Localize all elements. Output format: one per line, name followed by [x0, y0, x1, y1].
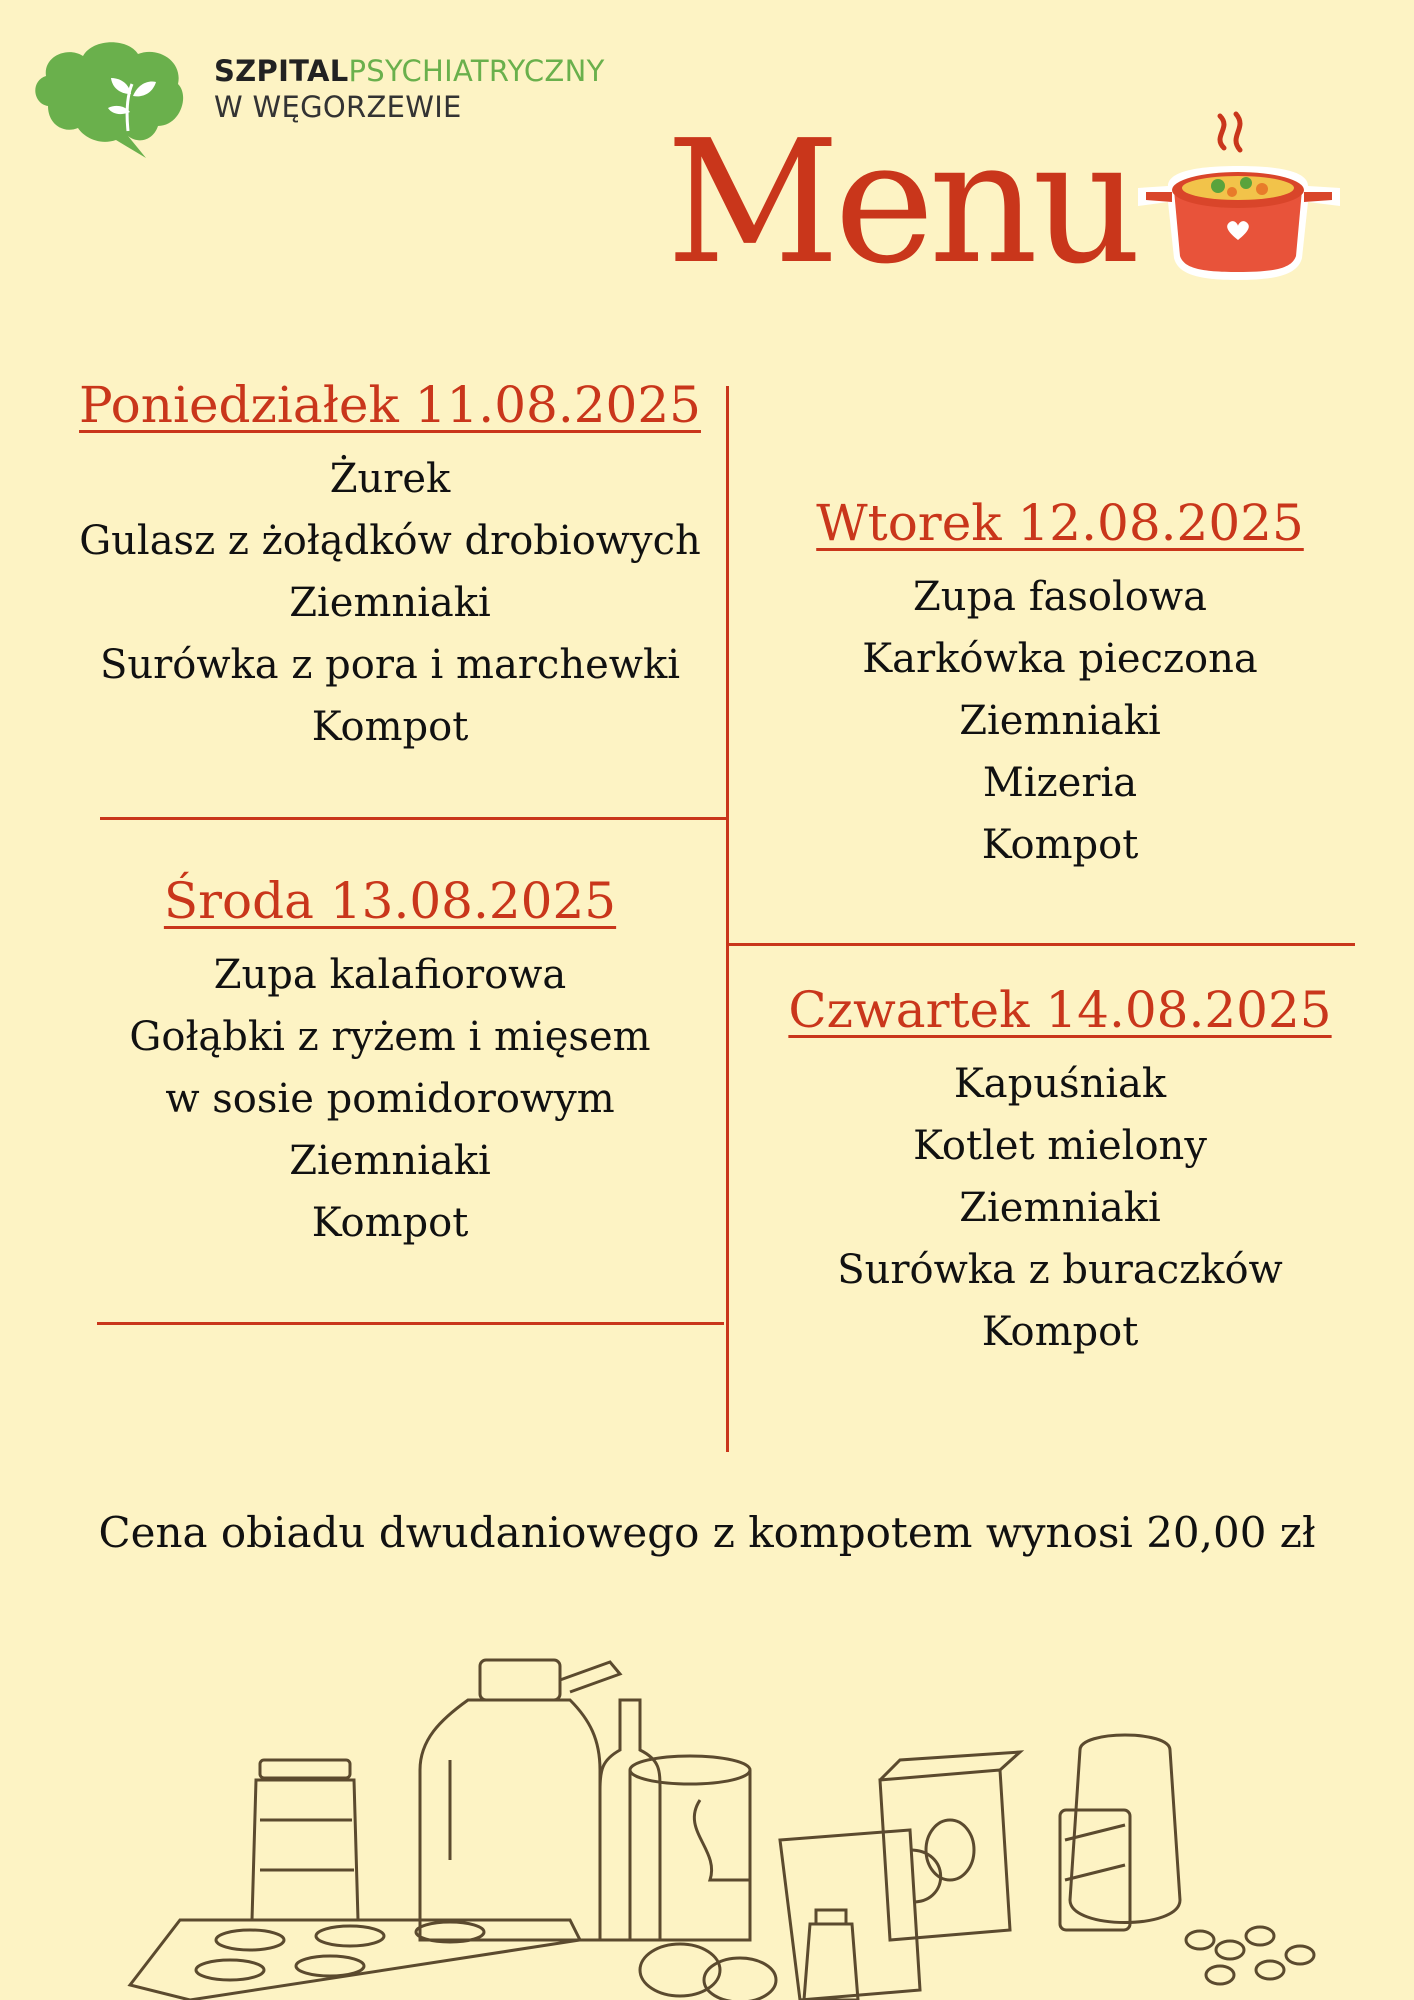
price-note: Cena obiadu dwudaniowego z kompotem wynosi 20,00 zł — [98, 1508, 1316, 1557]
menu-item: Kapuśniak — [953, 1061, 1167, 1107]
menu-item: Ziemniaki — [959, 698, 1161, 744]
menu-item: Mizeria — [982, 760, 1138, 806]
menu-item: Kompot — [981, 822, 1139, 868]
divider-wednesday — [97, 1322, 724, 1325]
menu-item: Surówka z buraczków — [837, 1247, 1283, 1293]
page-title: Menu — [666, 104, 1136, 302]
cooking-pot-icon — [1128, 88, 1350, 294]
day-heading: Wtorek 12.08.2025 — [816, 494, 1304, 552]
day-thursday — [740, 981, 1380, 1363]
menu-item: Ziemniaki — [959, 1185, 1161, 1231]
menu-item: Ziemniaki — [289, 580, 491, 626]
day-heading: Czwartek 14.08.2025 — [788, 981, 1332, 1039]
day-tuesday — [740, 494, 1380, 876]
menu-item: w sosie pomidorowym — [165, 1076, 615, 1122]
day-wednesday — [60, 872, 720, 1254]
divider-monday — [100, 817, 727, 820]
menu-item: Zupa fasolowa — [913, 574, 1207, 620]
day-heading: Poniedziałek 11.08.2025 — [79, 376, 701, 434]
menu-item: Surówka z pora i marchewki — [99, 642, 681, 688]
divider-tuesday — [727, 943, 1355, 946]
menu-item: Gulasz z żołądków drobiowych — [79, 518, 701, 564]
menu-item: Zupa kalafiorowa — [213, 952, 567, 998]
menu-item: Kompot — [981, 1309, 1139, 1355]
org-location: W WĘGORZEWIE — [214, 90, 462, 124]
kitchen-illustration-icon — [120, 1640, 1340, 2000]
hospital-logo-icon — [28, 36, 188, 160]
menu-item: Gołąbki z ryżem i mięsem — [129, 1014, 651, 1060]
menu-item: Karkówka pieczona — [862, 636, 1258, 682]
org-name-part2: PSYCHIATRYCZNY — [348, 54, 605, 88]
menu-item: Kotlet mielony — [913, 1123, 1207, 1169]
day-heading: Środa 13.08.2025 — [163, 872, 617, 930]
day-monday — [60, 376, 720, 758]
menu-item: Kompot — [311, 704, 469, 750]
vertical-divider — [726, 386, 729, 1452]
menu-item: Żurek — [329, 456, 451, 502]
menu-item: Kompot — [311, 1200, 469, 1246]
organization-name — [214, 54, 605, 124]
menu-item: Ziemniaki — [289, 1138, 491, 1184]
org-name-part1: SZPITAL — [214, 54, 349, 88]
